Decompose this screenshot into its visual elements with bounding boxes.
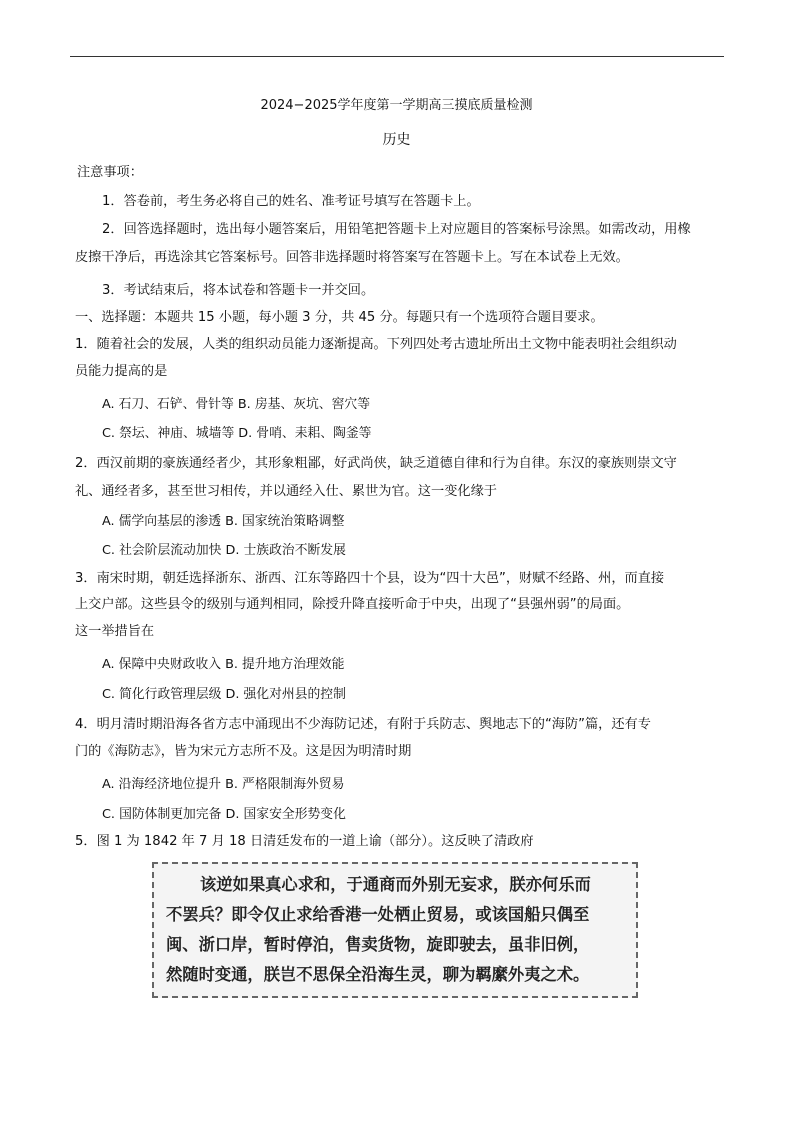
q4-stem-line-2: 门的《海防志》，皆为宋元方志所不及。这是因为明清时期 <box>75 744 412 759</box>
edict-figure <box>152 862 638 998</box>
edict-line-3: 闽、浙口岸，暂时停泊，售卖货物，旋即驶去，虽非旧例， <box>166 935 590 954</box>
q3-stem-line-2: 上交户部。这些县令的级别与通判相同，除授升降直接听命于中央，出现了“县强州弱”的局面。 <box>75 597 630 612</box>
q5-stem: 5．图 1 为 1842 年 7 月 18 日清廷发布的一道上谕（部分）。这反映了清政府 <box>75 834 534 849</box>
q3-stem-line-3: 这一举措旨在 <box>75 624 155 639</box>
notice-item-2-line-1: 2．回答选择题时，选出每小题答案后，用铅笔把答题卡上对应题目的答案标号涂黑。如需改动，用橡 <box>102 222 691 237</box>
q1-stem-line-2: 员能力提高的是 <box>75 364 168 379</box>
q3-options-ab: A. 保障中央财政收入 B. 提升地方治理效能 <box>102 657 345 672</box>
notice-item-2-line-2: 皮擦干净后，再选涂其它答案标号。回答非选择题时将答案写在答题卡上。写在本试卷上无效。 <box>75 250 629 265</box>
notice-item-1: 1．答卷前，考生务必将自己的姓名、准考证号填写在答题卡上。 <box>102 194 480 209</box>
q2-stem-line-2: 礼、通经者多，甚至世习相传，并以通经入仕、累世为官。这一变化缘于 <box>75 484 497 499</box>
edict-line-4: 然随时变通，朕岂不思保全沿海生灵，聊为羁縻外夷之术。 <box>166 965 590 984</box>
q3-options-cd: C. 简化行政管理层级 D. 强化对州县的控制 <box>102 687 346 702</box>
q2-stem-line-1: 2．西汉前期的豪族通经者少，其形象粗鄙，好武尚侠，缺乏道德自律和行为自律。东汉的豪族则崇文守 <box>75 456 677 471</box>
subject-title: 历史 <box>382 132 411 148</box>
q2-options-cd: C. 社会阶层流动加快 D. 士族政治不断发展 <box>102 543 346 558</box>
header-rule <box>70 56 724 57</box>
q1-options-cd: C. 祭坛、神庙、城墙等 D. 骨哨、耒耜、陶釜等 <box>102 426 372 441</box>
exam-title: 2024−2025学年度第一学期高三摸底质量检测 <box>260 98 533 113</box>
q2-options-ab: A. 儒学向基层的渗透 B. 国家统治策略调整 <box>102 514 345 529</box>
edict-line-2: 不罢兵？即令仅止求给香港一处栖止贸易，或该国船只偶至 <box>166 905 590 924</box>
notice-heading: 注意事项： <box>77 165 143 180</box>
q4-options-cd: C. 国防体制更加完备 D. 国家安全形势变化 <box>102 807 346 822</box>
q1-options-ab: A. 石刀、石铲、骨针等 B. 房基、灰坑、窖穴等 <box>102 397 370 412</box>
notice-item-3: 3．考试结束后，将本试卷和答题卡一并交回。 <box>102 283 375 298</box>
section-1-heading: 一、选择题：本题共 15 小题，每小题 3 分，共 45 分。每题只有一个选项符合题目要求。 <box>75 310 604 325</box>
edict-line-1: 该逆如果真心求和，于通商而外别无妄求，朕亦何乐而 <box>200 875 591 894</box>
q1-stem-line-1: 1．随着社会的发展，人类的组织动员能力逐渐提高。下列四处考古遗址所出土文物中能表明社会组织动 <box>75 337 677 352</box>
q3-stem-line-1: 3．南宋时期，朝廷选择浙东、浙西、江东等路四十个县，设为“四十大邑”，财赋不经路、州，而直接 <box>75 571 665 586</box>
q4-options-ab: A. 沿海经济地位提升 B. 严格限制海外贸易 <box>102 777 345 792</box>
q4-stem-line-1: 4．明月清时期沿海各省方志中涌现出不少海防记述，有附于兵防志、舆地志下的“海防”篇，还有专 <box>75 717 651 732</box>
